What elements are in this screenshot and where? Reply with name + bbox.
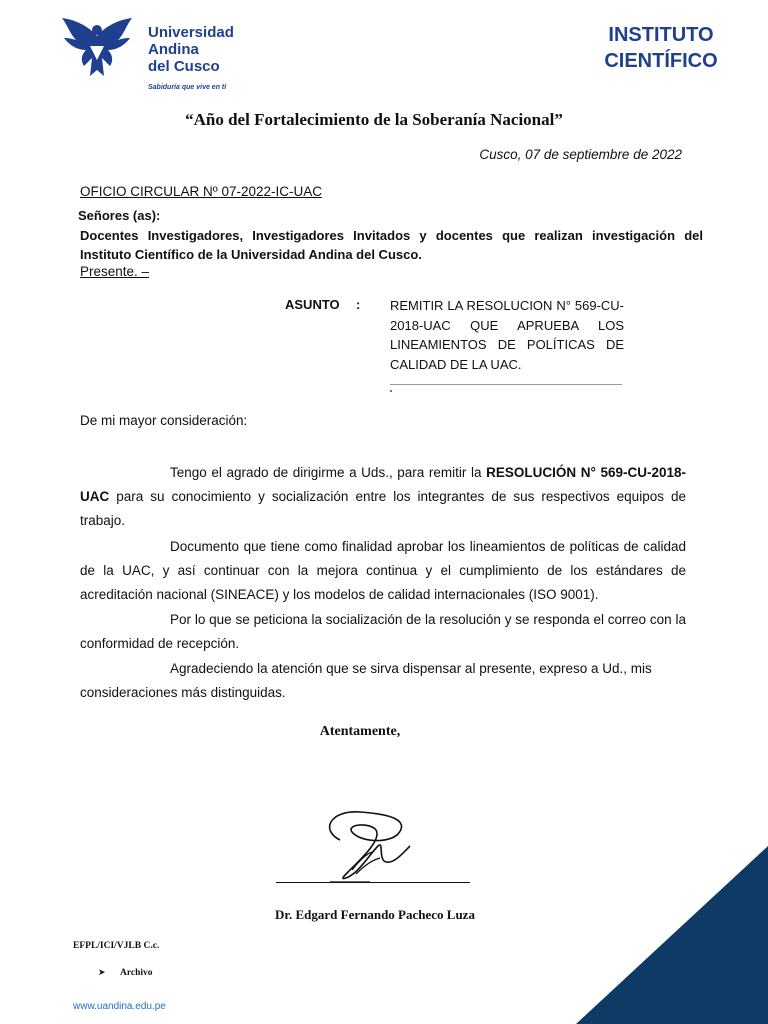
institute-title (596, 22, 726, 74)
signer-name: Dr. Edgard Fernando Pacheco Luza (275, 907, 475, 922)
paragraph-1 (80, 461, 686, 533)
addressee: Docentes Investigadores, Investigadores Invitados y docentes que realizan investigación del Instituto Científico de la Universidad Andina del Cusco. (80, 228, 703, 262)
asunto-colon: : (356, 297, 361, 312)
asunto-divider (390, 384, 622, 385)
university-tagline: Sabiduría que vive en ti (148, 84, 227, 91)
paragraph-1-end: para su conocimiento y socialización entre los integrantes de sus respectivos equipos de trabajo. (80, 489, 686, 528)
resolution-reference: RESOLUCIÓN N° 569-CU-2018-UAC (80, 465, 686, 504)
asunto-text: REMITIR LA RESOLUCION N° 569-CU-2018-UAC QUE APRUEBA LOS LINEAMIENTOS DE POLÍTICAS DE CALIDAD DE LA UAC. (390, 298, 624, 372)
oficio-number: OFICIO CIRCULAR Nº 07-2022-IC-UAC (80, 184, 322, 199)
signature-line (276, 882, 470, 883)
greeting: De mi mayor consideración: (80, 413, 248, 428)
paragraph-2: Documento que tiene como finalidad aprobar los lineamientos de políticas de calidad de la UAC, y así continuar con la mejora continua y el cumplimiento de los estándares de acreditación nacional (SINEACE) y los modelos de calidad internacionales (ISO 9001). (80, 539, 686, 602)
paragraph-4: Agradeciendo la atención que se sirva dispensar al presente, expreso a Ud., mis consideraciones más distinguidas. (80, 661, 652, 700)
cc-bullet-icon: ➤ (98, 967, 106, 977)
institute-title-line2: CIENTÍFICO (604, 50, 718, 72)
paragraph-3: Por lo que se peticiona la socialización de la resolución y se responda el correo con la conformidad de recepción. (80, 612, 686, 651)
handwritten-signature-icon (300, 800, 440, 890)
date-line: Cusco, 07 de septiembre de 2022 (479, 147, 682, 162)
university-name-line1: Universidad (148, 24, 234, 41)
university-name (148, 24, 234, 75)
asunto-divider-dot (390, 390, 392, 392)
cc-archivo: Archivo (120, 968, 153, 978)
asunto-label: ASUNTO (285, 297, 340, 312)
year-motto: “Año del Fortalecimiento de la Soberanía Nacional” (185, 110, 563, 129)
reference-initials: EFPL/ICI/VJLB C.c. (73, 941, 160, 951)
presente: Presente. – (80, 264, 150, 279)
closing: Atentamente, (319, 724, 401, 739)
university-eagle-logo-icon (60, 16, 134, 80)
salutation: Señores (as): (78, 208, 161, 223)
corner-decoration (566, 838, 768, 1024)
website-link[interactable]: www.uandina.edu.pe (73, 1001, 166, 1012)
university-name-line2: Andina (148, 41, 199, 58)
institute-title-line1: INSTITUTO (608, 24, 714, 46)
paragraph-1-start: Tengo el agrado de dirigirme a Uds., para remitir la (170, 465, 487, 480)
university-name-line3: del Cusco (148, 58, 220, 75)
